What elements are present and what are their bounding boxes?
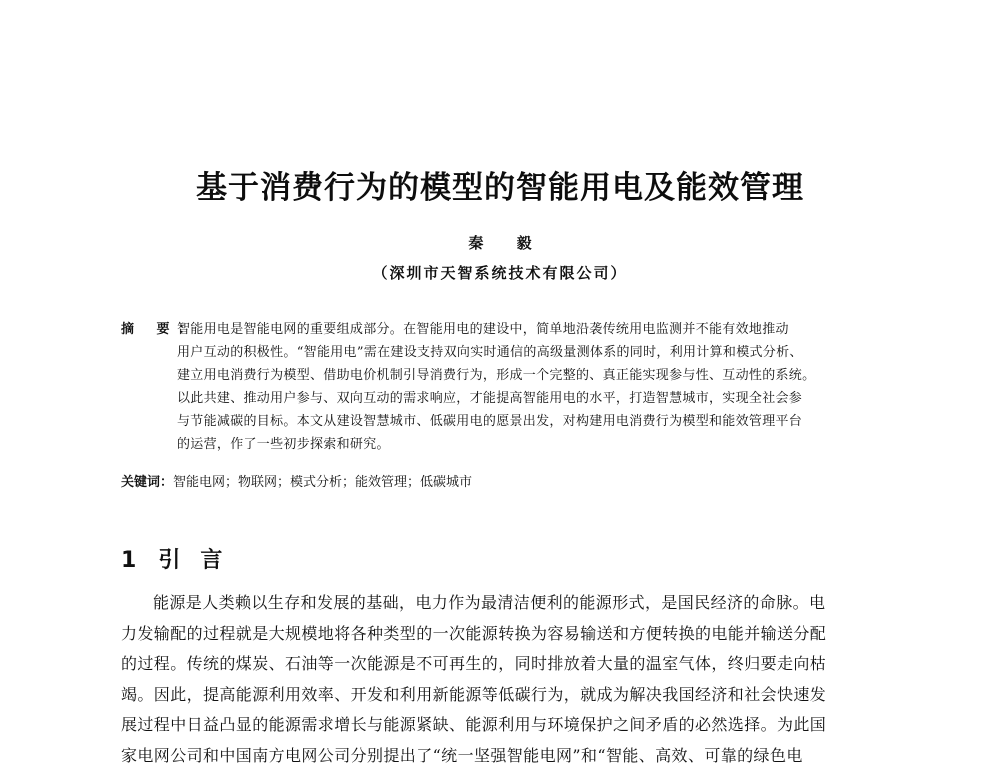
abstract-label: 摘 要：: [121, 318, 201, 341]
abstract-line: 智能用电是智能电网的重要组成部分。在智能用电的建设中，简单地沿袭传统用电监测并不能有效地推动: [177, 318, 886, 341]
abstract-block: [121, 318, 886, 456]
body-line: 力发输配的过程就是大规模地将各种类型的一次能源转换为容易输送和方便转换的电能并输送分配: [121, 619, 886, 650]
keywords-text: 智能电网；物联网；模式分析；能效管理；低碳城市: [173, 475, 472, 490]
abstract-line: 以此共建、推动用户参与、双向互动的需求响应，才能提高智能用电的水平，打造智慧城市，实现全社会参: [177, 387, 886, 410]
section-number: 1: [121, 548, 136, 573]
paper-affiliation: （深圳市天智系统技术有限公司）: [0, 262, 1000, 283]
keywords-label: 关键词：: [121, 475, 173, 490]
abstract-line: 用户互动的积极性。“智能用电”需在建设支持双向实时通信的高级量测体系的同时，利用计算和模式分析、: [177, 341, 886, 364]
abstract-line: 建立用电消费行为模型、借助电价机制引导消费行为，形成一个完整的、真正能实现参与性、互动性的系统。: [177, 364, 886, 387]
body-line: 展过程中日益凸显的能源需求增长与能源紧缺、能源利用与环境保护之间矛盾的必然选择。为此国: [121, 710, 886, 741]
abstract-line: 与节能减碳的目标。本文从建设智慧城市、低碳用电的愿景出发，对构建用电消费行为模型和能效管理平台: [177, 410, 886, 433]
abstract-line: 的运营，作了一些初步探索和研究。: [177, 433, 886, 456]
section-heading: [121, 543, 242, 574]
body-paragraph: [121, 588, 886, 771]
body-line: 的过程。传统的煤炭、石油等一次能源是不可再生的，同时排放着大量的温室气体，终归要走向枯: [121, 649, 886, 680]
abstract-body: [177, 318, 886, 456]
paper-title: 基于消费行为的模型的智能用电及能效管理: [0, 162, 1000, 207]
body-line: 家电网公司和中国南方电网公司分别提出了“统一坚强智能电网”和“智能、高效、可靠的绿色电: [121, 741, 886, 771]
paper-author: 秦 毅: [0, 232, 1000, 253]
section-title: 引言: [158, 548, 242, 573]
keywords-block: [121, 471, 886, 490]
body-line: 能源是人类赖以生存和发展的基础，电力作为最清洁便利的能源形式，是国民经济的命脉。电: [121, 588, 886, 619]
body-line: 竭。因此，提高能源利用效率、开发和利用新能源等低碳行为，就成为解决我国经济和社会快速发: [121, 680, 886, 711]
